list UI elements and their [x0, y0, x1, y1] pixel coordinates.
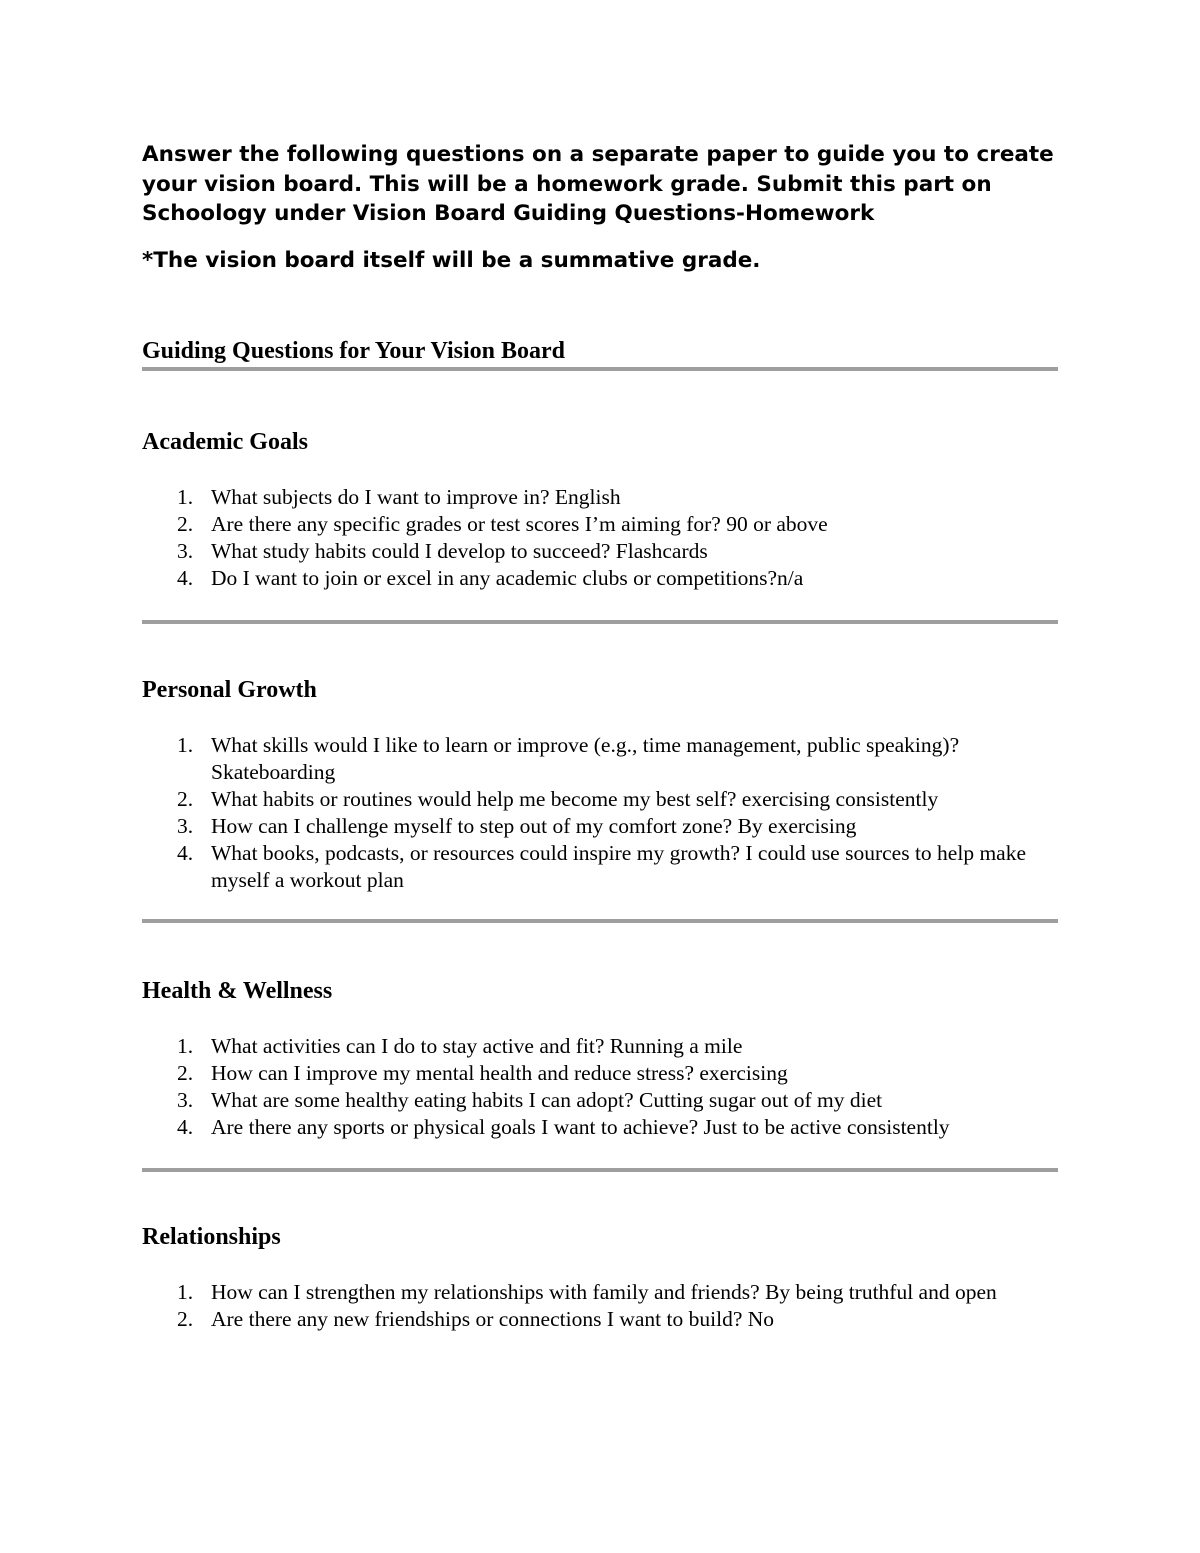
section-divider — [142, 1168, 1058, 1172]
item-number: 2. — [177, 1061, 194, 1085]
summative-note: *The vision board itself will be a summative grade. — [142, 247, 761, 273]
item-number: 4. — [177, 841, 194, 865]
list-item — [142, 1033, 1058, 1060]
item-text: Do I want to join or excel in any academic clubs or competitions?n/a — [211, 566, 804, 590]
item-number: 4. — [177, 1115, 194, 1139]
section-relationships — [142, 1223, 1058, 1333]
section-health-wellness — [142, 977, 1058, 1141]
item-text: What habits or routines would help me become my best self? exercising consistently — [211, 787, 939, 811]
list-item — [142, 813, 1058, 840]
item-text: What skills would I like to learn or improve (e.g., time management, public speaking)? Skateboarding — [211, 733, 960, 784]
list-item — [142, 1087, 1058, 1114]
document-page — [142, 140, 1058, 1333]
item-text: What books, podcasts, or resources could inspire my growth? I could use sources to help make myself a workout plan — [211, 841, 1027, 892]
item-text: What subjects do I want to improve in? English — [211, 485, 621, 509]
list-item — [142, 840, 1058, 894]
section-personal-growth — [142, 676, 1058, 894]
item-number: 3. — [177, 1088, 194, 1112]
list-item — [142, 732, 1058, 786]
list-item — [142, 786, 1058, 813]
list-item — [142, 565, 1058, 592]
question-list — [142, 1033, 1058, 1141]
question-list — [142, 484, 1058, 592]
title-divider — [142, 367, 1058, 371]
section-heading: Personal Growth — [142, 677, 317, 703]
item-number: 4. — [177, 566, 194, 590]
list-item — [142, 1060, 1058, 1087]
list-item — [142, 1306, 1058, 1333]
list-item — [142, 1114, 1058, 1141]
item-text: How can I strengthen my relationships with family and friends? By being truthful and open — [211, 1280, 997, 1304]
section-heading: Health & Wellness — [142, 978, 333, 1004]
list-item — [142, 1279, 1058, 1306]
instructions-paragraph: Answer the following questions on a separate paper to guide you to create your vision board. This will be a homework grade. Submit this part on Schoology under Vision Board Guiding Questions-Homework — [142, 142, 1054, 226]
item-text: Are there any sports or physical goals I want to achieve? Just to be active consistently — [211, 1115, 950, 1139]
page-title: Guiding Questions for Your Vision Board — [142, 338, 565, 364]
item-number: 2. — [177, 512, 194, 536]
section-divider — [142, 620, 1058, 624]
list-item — [142, 511, 1058, 538]
item-text: What study habits could I develop to succeed? Flashcards — [211, 539, 708, 563]
item-text: Are there any new friendships or connections I want to build? No — [211, 1307, 775, 1331]
question-list — [142, 732, 1058, 894]
item-text: Are there any specific grades or test scores I’m aiming for? 90 or above — [211, 512, 828, 536]
item-number: 1. — [177, 733, 194, 757]
item-number: 1. — [177, 485, 194, 509]
item-number: 2. — [177, 787, 194, 811]
item-number: 3. — [177, 814, 194, 838]
section-heading: Relationships — [142, 1224, 281, 1250]
question-list — [142, 1279, 1058, 1333]
list-item — [142, 484, 1058, 511]
item-number: 1. — [177, 1034, 194, 1058]
item-text: How can I improve my mental health and reduce stress? exercising — [211, 1061, 788, 1085]
item-text: What are some healthy eating habits I can adopt? Cutting sugar out of my diet — [211, 1088, 883, 1112]
section-divider — [142, 919, 1058, 923]
item-number: 3. — [177, 539, 194, 563]
item-text: How can I challenge myself to step out of my comfort zone? By exercising — [211, 814, 857, 838]
item-text: What activities can I do to stay active and fit? Running a mile — [211, 1034, 743, 1058]
item-number: 1. — [177, 1280, 194, 1304]
section-heading: Academic Goals — [142, 429, 308, 455]
item-number: 2. — [177, 1307, 194, 1331]
section-academic-goals — [142, 428, 1058, 592]
list-item — [142, 538, 1058, 565]
